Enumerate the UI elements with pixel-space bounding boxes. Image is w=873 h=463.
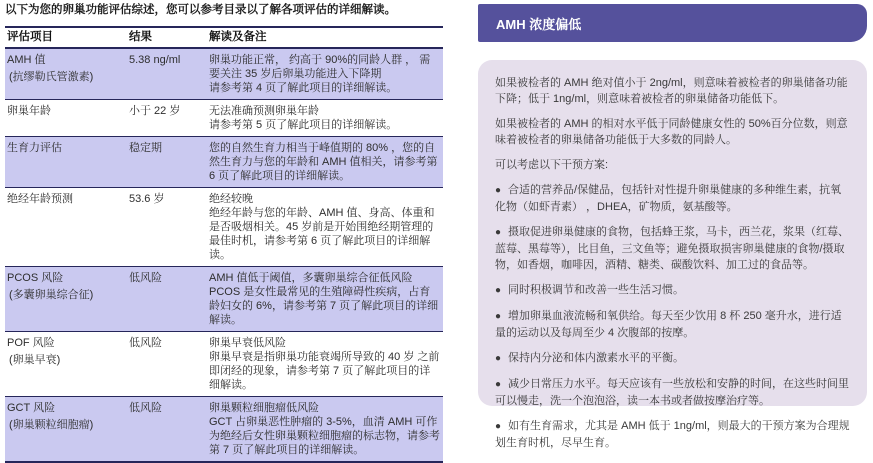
result-cell: 5.38 ng/ml [129, 54, 181, 66]
note-line: 无法准确预测卵巢年龄 [209, 105, 319, 117]
item-cell [5, 188, 127, 267]
note-line: GCT 占卵巢恶性肿瘤的 3-5%，血清 AMH 可作为绝经后女性卵巢颗粒细胞瘤的标志物，请参考第 7 页了解此项目的详细解读。 [209, 416, 440, 456]
item-name: 生育力评估 [7, 142, 62, 154]
bullet-icon: ● [495, 353, 502, 364]
note-line: 卵巢功能正常， 约高于 90%的同龄人群 ， 需要关注 35 岁后卵巢功能进入下降期 [209, 54, 431, 80]
item-subname: (卵巢早衰) [9, 354, 61, 366]
bullet-icon: ● [495, 421, 502, 432]
item-cell [5, 397, 127, 463]
panel-title: AMH 浓度偏低 [496, 16, 582, 32]
table-row-pof [5, 332, 443, 397]
item-cell [5, 48, 127, 100]
table-header-row [5, 27, 443, 48]
list-item [495, 308, 850, 341]
note-line: 卵巢早衰低风险 [209, 337, 286, 349]
panel-body [478, 60, 867, 449]
notes-cell [207, 48, 443, 100]
list-item [495, 182, 850, 215]
note-line: 绝经较晚 [209, 193, 253, 205]
table-row-ovarian-age [5, 100, 443, 137]
assessment-table [5, 26, 443, 463]
list-item-text: 增加卵巢血液流畅和氧供给。每天至少饮用 8 杯 250 毫升水，进行适量的运动以及每周至少 4 次腹部的按摩。 [495, 310, 842, 339]
column-header-result: 结果 [127, 27, 207, 48]
notes-cell [207, 137, 443, 188]
bullet-icon: ● [495, 285, 502, 296]
item-cell [5, 100, 127, 137]
list-item-text: 如有生育需求，尤其是 AMH 低于 1ng/ml，则最大的干预方案为合理规划生育时机，尽早生育。 [495, 420, 850, 449]
column-header-notes: 解读及备注 [207, 27, 443, 48]
item-cell [5, 137, 127, 188]
result-cell: 低风险 [129, 402, 162, 414]
result-cell: 低风险 [129, 272, 162, 284]
result-cell: 低风险 [129, 337, 162, 349]
list-item-text: 减少日常压力水平。每天应该有一些放松和安静的时间，在这些时间里可以慢走，洗一个泡泡浴，读一本书或者做按摩治疗等。 [495, 378, 850, 407]
item-subname: (卵巢颗粒细胞瘤) [9, 419, 94, 431]
list-item-text: 摄取促进卵巢健康的食物，包括蜂王浆，马卡，西兰花，浆果（红莓、蓝莓、黑莓等），比目鱼，三文鱼等；避免摄取损害卵巢健康的食物/摄取物，如香烟，咖啡因，酒精、糖类、碳酸饮料、加工过的食品等。 [495, 226, 850, 271]
result-cell: 稳定期 [129, 142, 162, 154]
panel-title-bar [478, 4, 867, 42]
bullet-icon: ● [495, 227, 502, 238]
list-item [495, 350, 850, 367]
list-item-text: 保持内分泌和体内激素水平的平衡。 [508, 352, 685, 364]
item-name: POF 风险 [7, 337, 55, 349]
notes-cell [207, 397, 443, 463]
notes-cell [207, 188, 443, 267]
item-subname: (多囊卵巢综合征) [9, 289, 94, 301]
note-line: 请参考第 4 页了解此项目的详细解读。 [209, 82, 398, 94]
item-name: GCT 风险 [7, 402, 56, 414]
bullet-icon: ● [495, 185, 502, 196]
item-name: PCOS 风险 [7, 272, 64, 284]
bullet-icon: ● [495, 311, 502, 322]
list-item-text: 合适的营养品/保健品，包括针对性提升卵巢健康的多种维生素，抗氧化物（如虾青素） ，DHEA，矿物质，氨基酸等。 [495, 184, 842, 213]
panel-list-intro: 可以考虑以下干预方案: [495, 159, 609, 171]
item-subname: (抗缪勒氏管激素) [9, 71, 94, 83]
note-line: 绝经年龄与您的年龄、AMH 值、身高、体重和是否吸烟相关。45 岁前是开始围绝经期管理的最佳时机，请参考第 6 页了解此项目的详细解读。 [209, 207, 435, 261]
note-line: 卵巢颗粒细胞瘤低风险 [209, 402, 319, 414]
note-line: 请参考第 5 页了解此项目的详细解读。 [209, 119, 398, 131]
bullet-icon: ● [495, 379, 502, 390]
note-line: AMH 值低于阈值，多囊卵巢综合征低风险 [209, 272, 413, 284]
item-cell [5, 267, 127, 332]
table-row-fertility [5, 137, 443, 188]
result-cell: 小于 22 岁 [129, 105, 181, 117]
notes-cell [207, 332, 443, 397]
notes-cell [207, 267, 443, 332]
list-item-text: 同时积极调节和改善一些生活习惯。 [508, 284, 685, 296]
table-row-amh [5, 48, 443, 100]
notes-cell [207, 100, 443, 137]
table-row-pcos [5, 267, 443, 332]
panel-paragraph: 如果被检者的 AMH 的相对水平低于同龄健康女性的 50%百分位数，则意味着被检者的卵巢储备功能低于大多数的同龄人。 [495, 118, 848, 146]
list-item [495, 224, 850, 273]
panel-paragraph: 如果被检者的 AMH 绝对值小于 2ng/ml，则意味着被检者的卵巢储备功能下降；低于 1ng/ml，则意味着被检者的卵巢储备功能低下。 [495, 77, 848, 105]
note-line: 您的自然生育力相当于峰值期的 80% ，您的自然生育力与您的年龄和 AMH 值相关，请参考第 6 页了解此项目的详细解读。 [209, 142, 438, 182]
column-header-item: 评估项目 [5, 27, 127, 48]
item-cell [5, 332, 127, 397]
note-line: 卵巢早衰是指卵巢功能衰竭所导致的 40 岁 之前即闭经的现象，请参考第 7 页了解此项目的详细解读。 [209, 351, 440, 391]
assessment-summary-section [5, 3, 443, 463]
list-item [495, 376, 850, 409]
list-item [495, 418, 850, 451]
intro-text: 以下为您的卵巢功能评估综述，您可以参考目录以了解各项评估的详细解读。 [5, 4, 396, 16]
list-item [495, 282, 850, 299]
result-cell: 53.6 岁 [129, 193, 165, 205]
note-line: PCOS 是女性最常见的生殖障碍性疾病，占育龄妇女的 6%，请参考第 7 页了解此项目的详细解读。 [209, 286, 439, 326]
table-row-gct [5, 397, 443, 463]
table-row-menopause-age [5, 188, 443, 267]
item-name: 卵巢年龄 [7, 105, 51, 117]
item-name: 绝经年龄预测 [7, 193, 73, 205]
item-name: AMH 值 [7, 54, 46, 66]
